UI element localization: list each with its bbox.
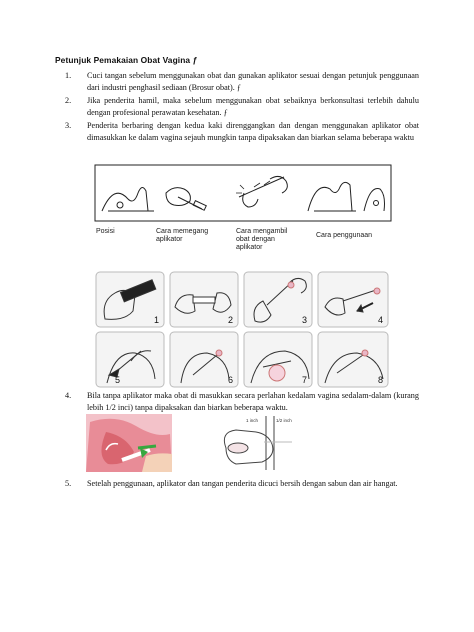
label-one-inch: 1 inch <box>246 418 259 423</box>
step-5 <box>55 478 419 490</box>
step-number-2: 2 <box>228 315 234 325</box>
caption-taking: Cara mengambil obat dengan aplikator <box>236 228 288 251</box>
caption-position: Posisi <box>96 228 115 235</box>
step-number-5: 5 <box>115 375 121 385</box>
step-text: Jika penderita hamil, maka sebelum menggunakan obat sebaiknya berkonsultasi terlebih dahulu dengan profesional perawatan kesehatan. ƒ <box>87 96 419 117</box>
caption-holding: Cara memegang aplikator <box>156 228 209 243</box>
finger-depth-icon <box>224 416 292 470</box>
figure-eight-steps <box>95 271 391 394</box>
step-4 <box>55 390 419 414</box>
step-number: 1. <box>65 71 72 80</box>
caption-usage: Cara penggunaan <box>316 232 373 239</box>
label-half-inch: 1/2 inch <box>276 418 292 423</box>
step-text: Penderita berbaring dengan kedua kaki direnggangkan dan dengan menggunakan aplikator obat dimasukkan ke dalam vagina sejauh mungkin tanpa dipaksakan dan biarkan selama beberapa waktu <box>87 121 419 142</box>
step-1 <box>55 70 419 94</box>
step-number-3: 3 <box>302 315 308 325</box>
step-number: 5. <box>65 479 72 488</box>
eight-step-illustration <box>95 271 391 389</box>
step-number-7: 7 <box>302 375 308 385</box>
step-number-1: 1 <box>154 315 160 325</box>
step-3 <box>55 120 419 144</box>
step-number-6: 6 <box>228 375 234 385</box>
page-title: Petunjuk Pemakaian Obat Vagina ƒ <box>55 55 198 65</box>
figure-applicator-steps <box>94 163 394 268</box>
step-number: 3. <box>65 121 72 130</box>
figure-finger-insertion <box>86 412 296 479</box>
step-text: Setelah penggunaan, aplikator dan tangan penderita dicuci bersih dengan sabun dan air hangat. <box>87 479 398 488</box>
step-number-4: 4 <box>378 315 384 325</box>
step-text: Bila tanpa aplikator maka obat di masukkan secara perlahan kedalam vagina sedalam-dalam (kurang lebih 1/2 inci) tanpa dipaksakan dan biarkan beberapa waktu. <box>87 391 419 412</box>
step-text: Cuci tangan sebelum menggunakan obat dan gunakan aplikator sesuai dengan petunjuk penggunaan dari industri penghasil sediaan (Brosur obat). ƒ <box>87 71 419 92</box>
step-2 <box>55 95 419 119</box>
step-number: 2. <box>65 96 72 105</box>
step-number-8: 8 <box>378 375 384 385</box>
applicator-illustration <box>94 163 394 263</box>
finger-insertion-illustration <box>86 412 296 474</box>
step-number: 4. <box>65 391 72 400</box>
